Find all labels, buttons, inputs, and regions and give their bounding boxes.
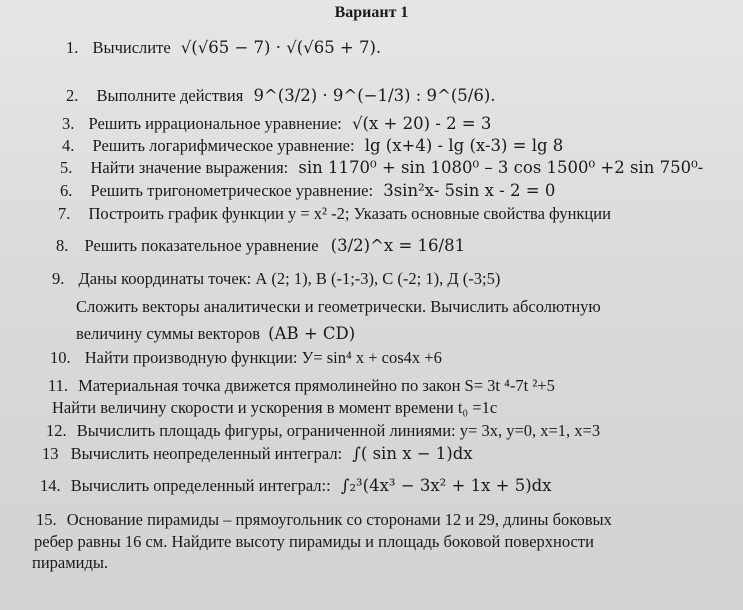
task-number: 2. xyxy=(66,86,79,105)
task-text: величину суммы векторов xyxy=(76,324,260,343)
task-15-line-3: пирамиды. xyxy=(32,553,109,572)
task-number: 3. xyxy=(62,114,75,133)
task-text: Построить график функции y = x² -2; Указать основные свойства функции xyxy=(88,204,611,223)
task-11-line-1 xyxy=(48,376,555,396)
task-expression: (AB + CD) xyxy=(268,324,356,343)
task-9-line-3 xyxy=(76,324,355,344)
task-10 xyxy=(50,348,442,368)
task-expression: 3sin²x- 5sin x - 2 = 0 xyxy=(383,181,556,200)
task-number: 1. xyxy=(66,38,79,57)
task-1 xyxy=(66,38,381,58)
task-number: 6. xyxy=(60,181,73,200)
task-2 xyxy=(66,86,496,106)
task-text: Решить логарифмическое уравнение: xyxy=(92,136,355,155)
task-text: Решить тригонометрическое уравнение: xyxy=(90,181,374,200)
task-number: 13 xyxy=(42,444,59,463)
task-number: 4. xyxy=(62,136,75,155)
task-14 xyxy=(40,476,552,496)
task-text: Найти значение выражения: xyxy=(90,158,289,177)
task-expression: ∫₂³(4x³ − 3x² + 1x + 5)dx xyxy=(340,476,552,495)
task-expression: 9^(3/2) · 9^(−1/3) : 9^(5/6). xyxy=(253,86,496,105)
task-11-line-2: Найти величину скорости и ускорения в момент времени t₀ =1c xyxy=(52,398,498,417)
task-text: Вычислить определенный интеграл:: xyxy=(70,476,331,495)
task-8 xyxy=(56,236,465,256)
task-number: 10. xyxy=(50,348,71,367)
task-text: Основание пирамиды – прямоугольник со сторонами 12 и 29, длины боковых xyxy=(66,510,612,529)
task-text: Вычислите xyxy=(92,38,171,57)
task-15-line-2: ребер равны 16 см. Найдите высоту пирамиды и площадь боковой поверхности xyxy=(34,532,594,551)
task-expression: lg (x+4) - lg (x-3) = lg 8 xyxy=(364,136,564,155)
task-12 xyxy=(46,421,600,441)
task-text: Вычислить площадь фигуры, ограниченной линиями: y= 3x, y=0, x=1, x=3 xyxy=(76,421,601,440)
task-number: 11. xyxy=(48,376,69,395)
task-expression: √(√65 − 7) · √(√65 + 7). xyxy=(180,38,382,57)
task-7 xyxy=(58,204,611,224)
task-text: Материальная точка движется прямолинейно по закон S= 3t ⁴-7t ²+5 xyxy=(78,376,555,395)
task-number: 7. xyxy=(58,204,71,223)
task-expression: (3/2)^x = 16/81 xyxy=(330,236,466,255)
task-text: Решить показательное уравнение xyxy=(84,236,319,255)
task-expression: sin 1170⁰ + sin 1080⁰ – 3 cos 1500⁰ +2 sin 750⁰- xyxy=(298,158,704,177)
task-expression: √(x + 20) - 2 = 3 xyxy=(352,114,492,133)
task-number: 5. xyxy=(60,158,73,177)
task-9-line-2: Сложить векторы аналитически и геометрически. Вычислить абсолютную xyxy=(76,297,601,316)
task-text: Даны координаты точек: А (2; 1), В (-1;-3), С (-2; 1), Д (-3;5) xyxy=(78,269,501,288)
task-number: 14. xyxy=(40,476,61,495)
variant-title: Вариант 1 xyxy=(334,4,409,21)
task-number: 9. xyxy=(52,269,65,288)
task-9-line-1 xyxy=(52,269,500,289)
task-text: Выполните действия xyxy=(96,86,244,105)
task-expression: ∫( sin x − 1)dx xyxy=(352,444,473,463)
task-3 xyxy=(62,114,491,134)
task-number: 8. xyxy=(56,236,69,255)
task-5 xyxy=(60,158,703,178)
task-number: 15. xyxy=(36,510,57,529)
task-6 xyxy=(60,181,555,201)
task-text: Найти производную функции: У= sin⁴ x + cos4x +6 xyxy=(84,348,442,367)
task-text: Решить иррациональное уравнение: xyxy=(88,114,342,133)
task-text: Вычислить неопределенный интеграл: xyxy=(70,444,343,463)
task-number: 12. xyxy=(46,421,67,440)
task-15-line-1 xyxy=(36,510,612,530)
task-4 xyxy=(62,136,563,156)
task-13 xyxy=(42,444,473,464)
